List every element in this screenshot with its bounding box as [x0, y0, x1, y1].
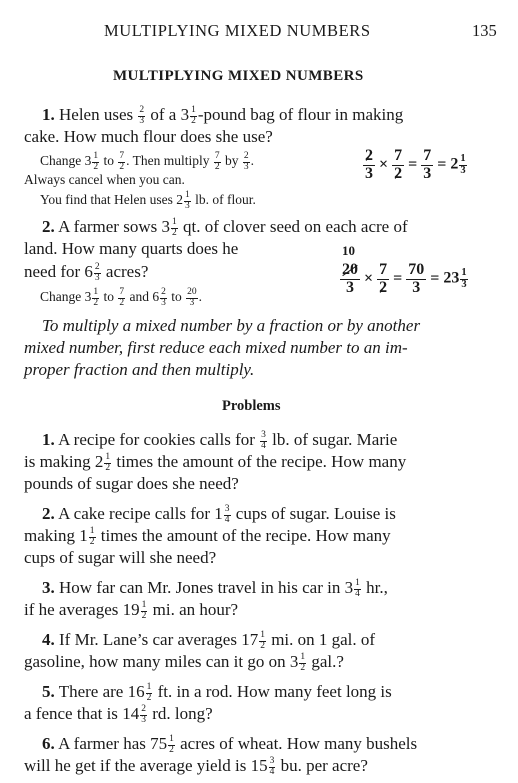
problem-4-line-2: gasoline, how many miles can it go on 3 $\frac{1}{2}$ gal.?: [24, 652, 344, 673]
example-1-question-line-2: cake. How much flour does she use?: [24, 127, 273, 146]
fraction: $\frac{1}{2}$: [171, 217, 177, 238]
fraction: $\frac{1}{4}$: [355, 578, 360, 599]
problem-3-line-1: 3. How far can Mr. Jones travel in his car in 3 $\frac{1}{4}$ hr.,: [42, 578, 388, 599]
fraction: $\frac{7}{2}$: [119, 287, 125, 308]
example-number: 1.: [42, 105, 55, 124]
fraction: $\frac{1}{2}$: [93, 151, 99, 172]
fraction: $\frac{2}{3}$: [139, 105, 145, 126]
fraction: $\frac{7}{2}$: [214, 151, 220, 172]
rule-line-2: mixed number, first reduce each mixed number to an im-: [24, 338, 408, 357]
page-number: 135: [472, 21, 497, 40]
fraction: $\frac{2}{3}$: [161, 287, 166, 308]
fraction: $\frac{1}{2}$: [260, 630, 265, 651]
example-1-note-line-1: Change 3 $\frac{1}{2}$ to $\frac{7}{2}$ . Then multiply $\frac{7}{2}$ by $\frac{2}{3}$ .: [40, 151, 255, 172]
example-2-question-line-1: 2. A farmer sows 3 $\frac{1}{2}$ qt. of clover seed on each acre of: [42, 217, 408, 238]
problem-2-line-3: cups of sugar will she need?: [24, 548, 217, 567]
fraction: $\frac{1}{2}$: [146, 682, 152, 703]
fraction: $\frac{2}{3}$: [94, 262, 100, 283]
example-2-equation: $\frac{20}{3}$ × $\frac{7}{2}$ = $\frac{70}{3}$ = 23 $\frac{1}{3}$: [342, 261, 467, 296]
fraction: $\frac{1}{2}$: [169, 734, 174, 755]
fraction: $\frac{1}{2}$: [89, 526, 95, 547]
problem-6-line-1: 6. A farmer has 75 $\frac{1}{2}$ acres of wheat. How many bushels: [42, 734, 418, 755]
fraction: $\frac{1}{3}$: [185, 190, 190, 211]
example-1-question-line-1: 1. Helen uses $\frac{2}{3}$ of a 3 $\frac{1}{2}$ -pound bag of flour in making: [42, 105, 404, 126]
example-number: 2.: [42, 217, 55, 236]
problems-title: Problems: [222, 398, 281, 414]
problem-1-line-1: 1. A recipe for cookies calls for $\frac{3}{4}$ lb. of sugar. Marie: [42, 430, 398, 451]
running-header-title: MULTIPLYING MIXED NUMBERS: [104, 21, 371, 40]
cancel-result-10: 10: [342, 243, 355, 258]
problem-5-line-2: a fence that is 14 $\frac{2}{3}$ rd. long?: [24, 704, 213, 725]
fraction: $\frac{2}{3}$: [243, 151, 249, 172]
problem-2-line-1: 2. A cake recipe calls for 1 $\frac{3}{4}$ cups of sugar. Louise is: [42, 504, 396, 525]
example-1-note-line-2: Always cancel when you can.: [24, 172, 185, 187]
fraction: $\frac{1}{2}$: [105, 452, 111, 473]
example-1-equation: $\frac{2}{3}$ × $\frac{7}{2}$ = $\frac{7}{3}$ = 2 $\frac{1}{3}$: [365, 147, 466, 182]
problem-5-line-1: 5. There are 16 $\frac{1}{2}$ ft. in a rod. How many feet long is: [42, 682, 392, 703]
problem-2-line-2: making 1 $\frac{1}{2}$ times the amount of the recipe. How many: [24, 526, 391, 547]
rule-line-1: To multiply a mixed number by a fraction or by another: [42, 316, 421, 335]
fraction: $\frac{1}{2}$: [300, 652, 306, 673]
problem-1-line-2: is making 2 $\frac{1}{2}$ times the amount of the recipe. How many: [24, 452, 407, 473]
fraction: $\frac{1}{2}$: [93, 287, 99, 308]
fraction: $\frac{7}{2}$: [119, 151, 125, 172]
problem-4-line-1: 4. If Mr. Lane’s car averages 17 $\frac{1}{2}$ mi. on 1 gal. of: [42, 630, 376, 651]
problem-6-line-2: will he get if the average yield is 15 $\frac{3}{4}$ bu. per acre?: [24, 756, 368, 777]
example-1-result: You find that Helen uses 2 $\frac{1}{3}$ lb. of flour.: [40, 190, 256, 211]
example-2-question-line-3: need for 6 $\frac{2}{3}$ acres?: [24, 262, 149, 283]
fraction: $\frac{3}{4}$: [261, 430, 266, 451]
example-2-question-line-2: land. How many quarts does he: [24, 239, 239, 258]
section-title: MULTIPLYING MIXED NUMBERS: [113, 68, 364, 84]
problem-3-line-2: if he averages 19 $\frac{1}{2}$ mi. an hour?: [24, 600, 239, 621]
rule-line-3: proper fraction and then multiply.: [24, 360, 255, 379]
example-2-note: Change 3 $\frac{1}{2}$ to $\frac{7}{2}$ and 6 $\frac{2}{3}$ to $\frac{20}{3}$ .: [40, 287, 203, 308]
fraction: $\frac{20}{3}$: [187, 287, 197, 308]
problem-1-line-3: pounds of sugar does she need?: [24, 474, 239, 493]
fraction: $\frac{1}{2}$: [191, 105, 196, 126]
fraction: $\frac{2}{3}$: [141, 704, 146, 725]
fraction: $\frac{3}{4}$: [269, 756, 275, 777]
fraction: $\frac{3}{4}$: [224, 504, 230, 525]
fraction: $\frac{1}{2}$: [141, 600, 147, 621]
